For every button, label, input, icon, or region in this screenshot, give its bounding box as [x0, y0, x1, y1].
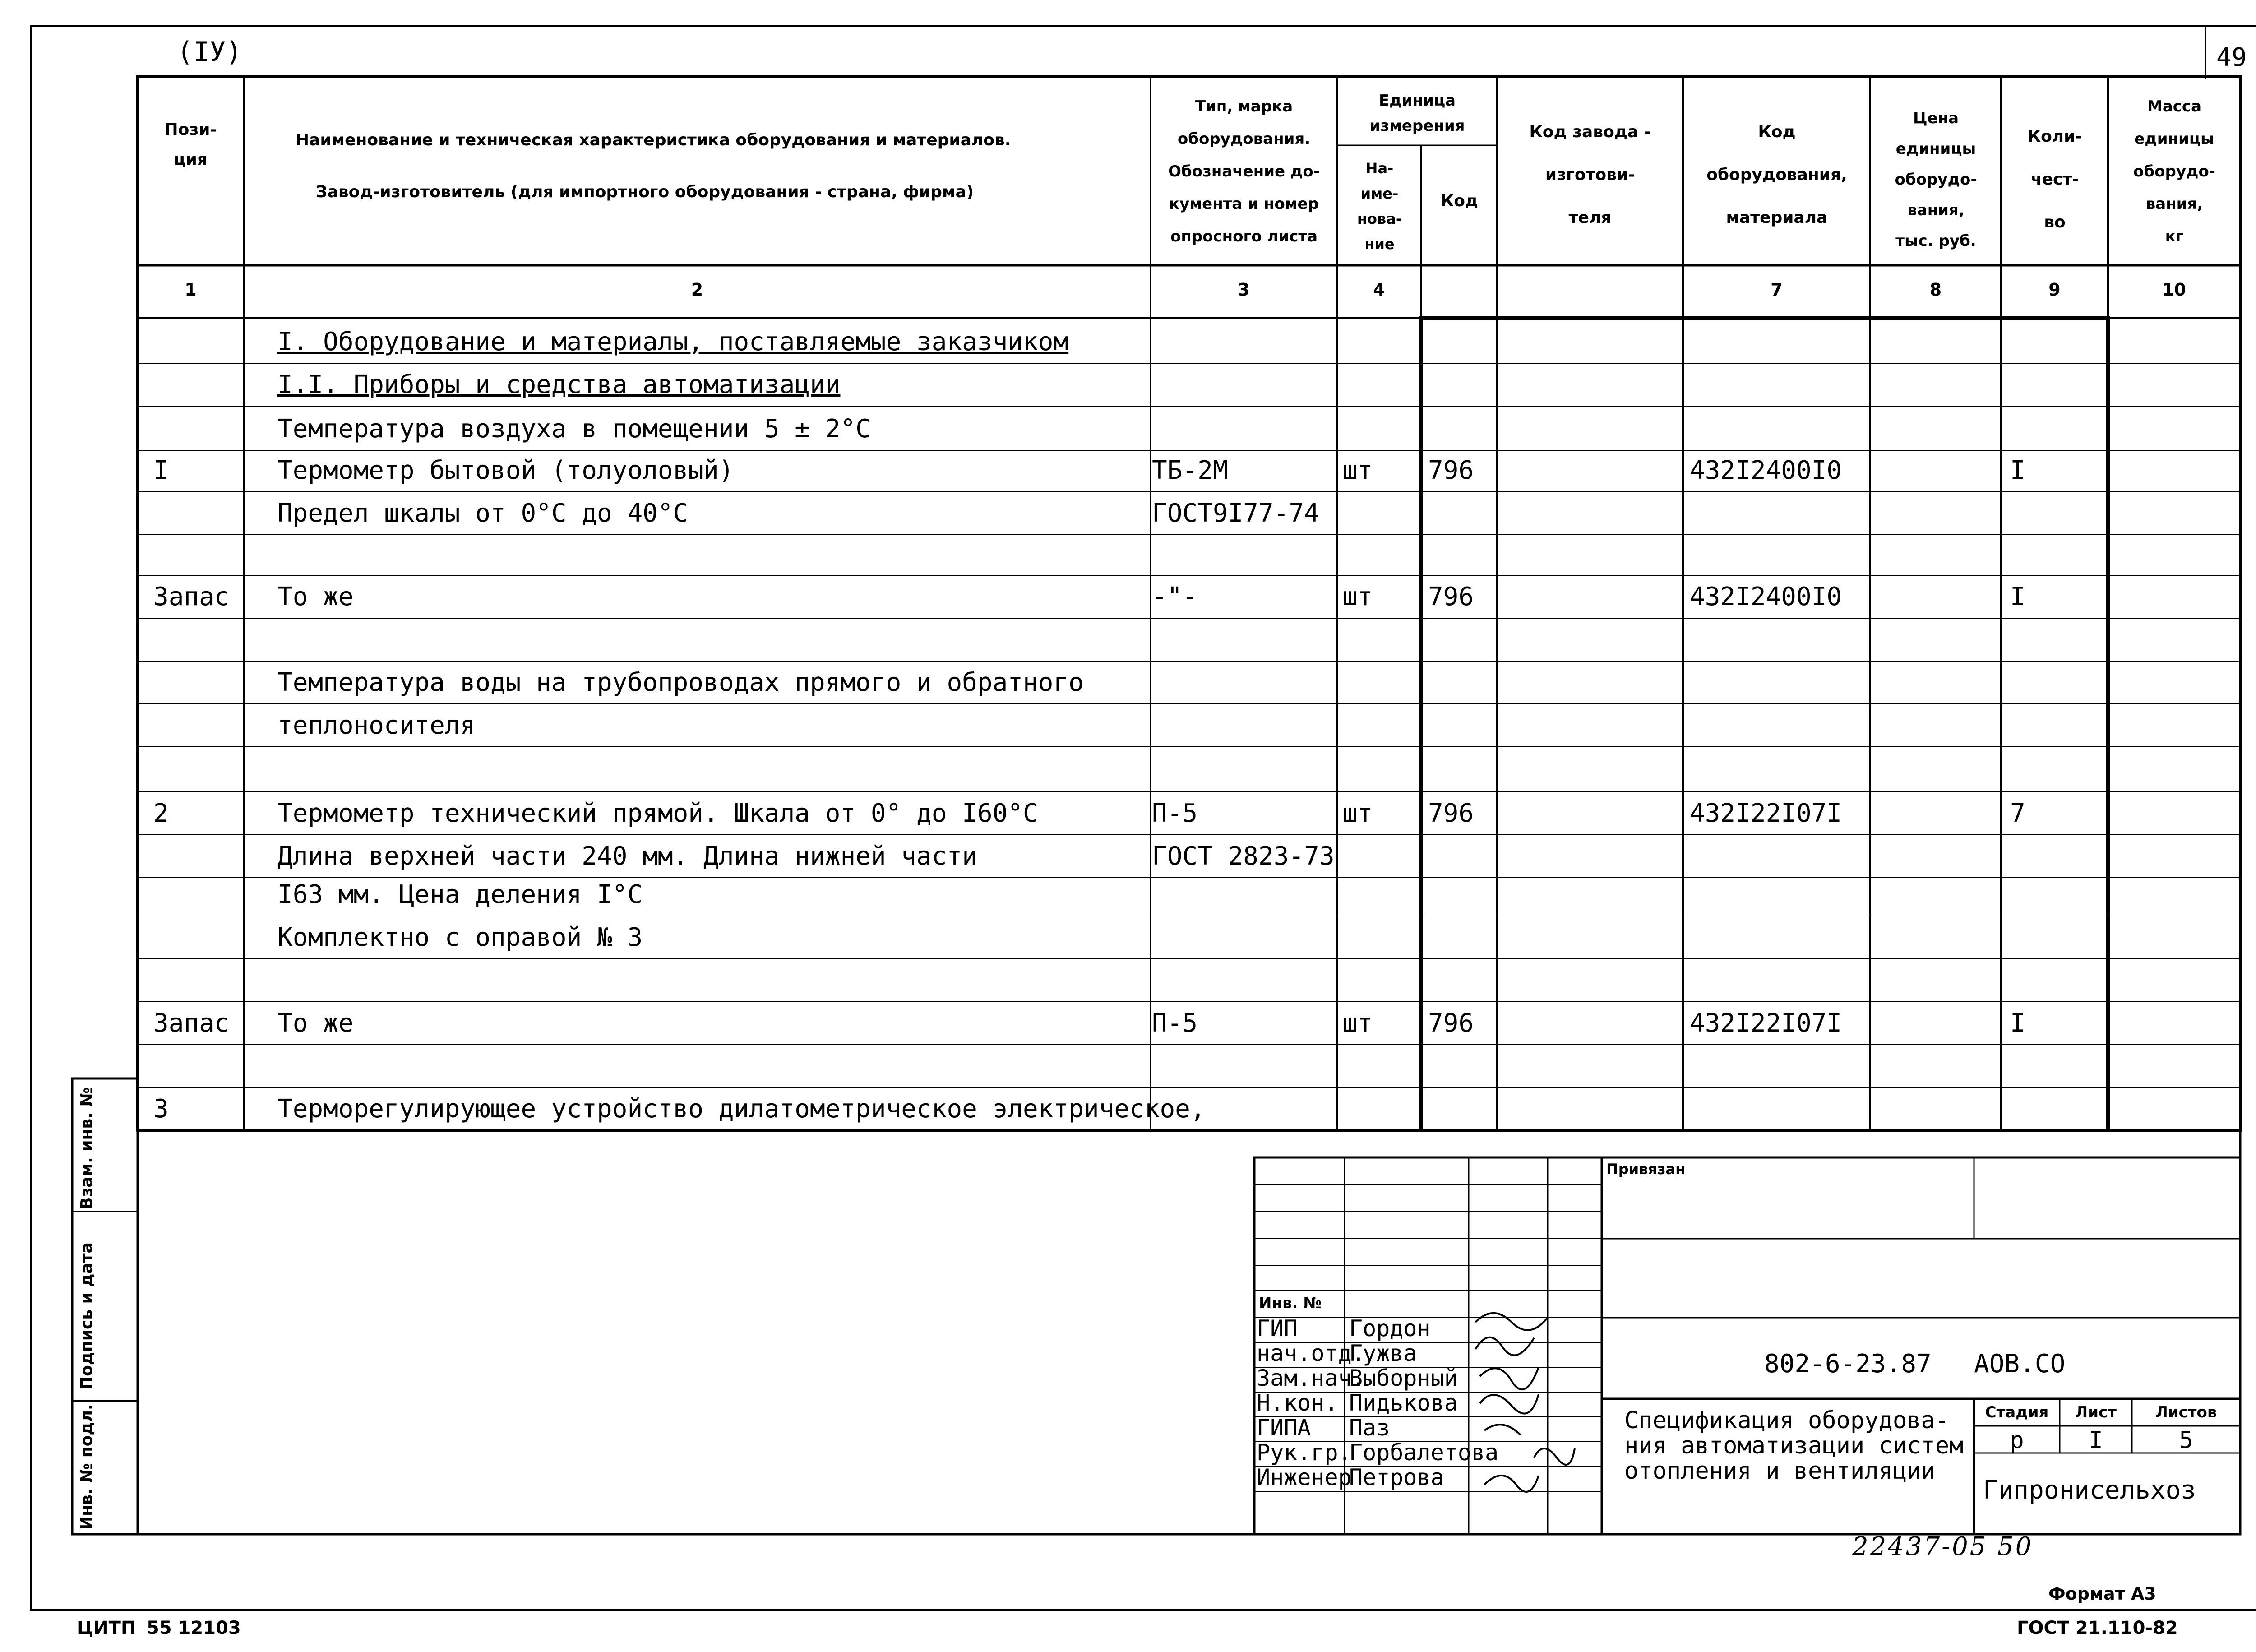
stage-value: р [2010, 1427, 2024, 1454]
row-name: То же [277, 582, 354, 611]
header-col4-line: На- [1365, 160, 1394, 177]
signer-name: Горбалетова [1349, 1439, 1499, 1466]
header-col9-line: во [2044, 213, 2066, 231]
doc-title-line: Спецификация оборудова- [1624, 1407, 1950, 1434]
header-col10-line: вания, [2145, 195, 2203, 213]
stage-label: Стадия [1985, 1403, 2049, 1421]
sheet-label: Лист [2075, 1403, 2117, 1421]
header-col8-line: единицы [1895, 140, 1976, 158]
header-col8-line: Цена [1913, 109, 1959, 127]
format-label: Формат А3 [2048, 1584, 2156, 1604]
signer-role: нач.отд. [1257, 1340, 1365, 1366]
row-type: ТБ-2М [1152, 456, 1228, 485]
row-type: П-5 [1152, 799, 1198, 828]
signer-role: ГИПА [1257, 1415, 1311, 1441]
row-name: Температура воды на трубопроводах прямого и обратного [277, 668, 1084, 697]
row-equipment-code: 432I2400I0 [1690, 456, 1842, 485]
side-signature-date: Подпись и дата [78, 1242, 96, 1390]
row-quantity: I [2010, 456, 2025, 485]
header-col8-line: вания, [1907, 201, 1965, 219]
row-name: Температура воздуха в помещении 5 ± 2°C [277, 414, 871, 444]
header-col6-line: Код завода - [1529, 123, 1651, 141]
header-col3-line: опросного листа [1170, 227, 1318, 245]
signer-name: Выборный [1349, 1365, 1458, 1391]
header-col10 [2109, 90, 2240, 253]
header-col10-line: оборудо- [2133, 162, 2215, 180]
colnum-3: 3 [1238, 280, 1250, 300]
row-name: I. Оборудование и материалы, поставляемые заказчиком [277, 327, 1069, 356]
row-quantity: I [2010, 582, 2025, 611]
row-type: ГОСТ 2823-73 [1152, 842, 1335, 871]
row-name: Длина верхней части 240 мм. Длина нижней части [277, 842, 977, 871]
row-type: ГОСТ9I77-74 [1152, 499, 1319, 528]
page-number: 49 [2216, 43, 2247, 72]
colnum-9: 9 [2048, 280, 2061, 300]
row-name: Терморегулирующее устройство дилатометрическое электрическое, [277, 1094, 1206, 1124]
section-mark: (IУ) [177, 36, 242, 68]
header-col10-line: единицы [2134, 130, 2214, 148]
row-position: Запас [153, 1009, 230, 1038]
handwritten-number: 22437-05 50 [1852, 1532, 2034, 1561]
signer-name: Гордон [1349, 1315, 1431, 1342]
gost-label: ГОСТ 21.110-82 [2017, 1618, 2178, 1638]
header-col9-line: Коли- [2027, 127, 2082, 146]
doc-title-line: отопления и вентиляции [1624, 1458, 1935, 1485]
header-col2-line1: Наименование и техническая характеристика оборудования и материалов. [296, 131, 1011, 149]
header-col8 [1871, 103, 2001, 256]
signer-name: Петрова [1349, 1464, 1444, 1490]
row-equipment-code: 432I2400I0 [1690, 582, 1842, 611]
header-col10-line: Масса [2147, 97, 2202, 116]
colnum-10: 10 [2162, 280, 2186, 300]
row-unit-code: 796 [1428, 582, 1474, 611]
row-unit: шт [1342, 1009, 1373, 1038]
row-name: Комплектно с оправой № 3 [277, 923, 643, 952]
header-col7-line: Код [1758, 123, 1796, 141]
header-col10-line: кг [2165, 227, 2184, 245]
header-unit-group-line: Единица [1379, 92, 1456, 110]
sheet-value: I [2089, 1427, 2103, 1454]
inv-no-label: Инв. № [1259, 1294, 1322, 1312]
signer-name: Пидькова [1349, 1390, 1458, 1416]
header-col4-line: ние [1364, 236, 1395, 253]
left-code: ЦИТП [77, 1618, 136, 1638]
colnum-7: 7 [1771, 280, 1783, 300]
row-position: I [153, 456, 169, 485]
row-name: теплоносителя [277, 711, 476, 740]
row-quantity: 7 [2010, 799, 2025, 828]
row-name: I.I. Приборы и средства автоматизации [277, 370, 841, 399]
row-unit: шт [1342, 799, 1373, 828]
row-equipment-code: 432I22I07I [1690, 1009, 1842, 1038]
row-name: Термометр технический прямой. Шкала от 0° до I60°C [277, 799, 1038, 828]
colnum-2: 2 [691, 280, 703, 300]
header-unit-group-line: измерения [1369, 117, 1465, 135]
row-position: 2 [153, 799, 169, 828]
header-col7-line: материала [1726, 208, 1828, 227]
header-col3-line: кумента и номер [1169, 195, 1319, 213]
header-col9 [2002, 115, 2108, 244]
header-col6-line: теля [1568, 208, 1612, 227]
doc-code: АОВ.СО [1974, 1349, 2066, 1379]
row-quantity: I [2010, 1009, 2025, 1038]
left-number: 55 12103 [147, 1618, 241, 1638]
row-unit: шт [1342, 582, 1373, 611]
doc-number: 802-6-23.87 [1764, 1349, 1932, 1379]
row-unit: шт [1342, 456, 1373, 485]
signer-role: Инженер [1257, 1464, 1352, 1490]
signer-role: Зам.нач. [1257, 1365, 1365, 1391]
sheets-label: Листов [2155, 1403, 2217, 1421]
doc-title-line: ния автоматизации систем [1624, 1432, 1964, 1459]
header-col1-line: Пози- [164, 120, 217, 139]
header-col8-line: тыс. руб. [1895, 232, 1976, 250]
signer-name: Гужва [1349, 1340, 1417, 1366]
header-col8-line: оборудо- [1895, 171, 1977, 189]
signer-role: Н.кон. [1257, 1390, 1338, 1416]
header-col4 [1338, 156, 1421, 257]
colnum-4: 4 [1373, 280, 1385, 300]
signer-role: ГИП [1257, 1315, 1298, 1342]
row-type: -"- [1152, 582, 1198, 611]
colnum-1: 1 [185, 280, 197, 300]
header-col5: Код [1440, 192, 1479, 210]
privyazan-label: Привязан [1606, 1161, 1686, 1178]
header-col2-line2: Завод-изготовитель (для импортного оборудования - страна, фирма) [316, 183, 974, 201]
organization: Гипронисельхоз [1983, 1476, 2196, 1505]
header-col7-line: оборудования, [1706, 166, 1847, 184]
row-name: I63 мм. Цена деления I°C [277, 880, 643, 909]
header-col3 [1151, 90, 1336, 253]
header-col1-line: ция [173, 150, 208, 169]
colnum-8: 8 [1929, 280, 1942, 300]
row-name: Термометр бытовой (толуоловый) [277, 456, 734, 485]
header-col6-line: изготови- [1545, 166, 1635, 184]
row-equipment-code: 432I22I07I [1690, 799, 1842, 828]
row-type: П-5 [1152, 1009, 1198, 1038]
sheets-value: 5 [2179, 1427, 2193, 1454]
header-unit-group [1338, 88, 1497, 139]
header-col7 [1684, 111, 1870, 239]
row-position: 3 [153, 1094, 169, 1124]
header-col1 [140, 115, 241, 175]
row-unit-code: 796 [1428, 799, 1474, 828]
signer-role: Рук.гр. [1257, 1439, 1352, 1466]
header-col3-line: Тип, марка [1195, 97, 1293, 116]
row-name: То же [277, 1009, 354, 1038]
header-col3-line: Обозначение до- [1168, 162, 1320, 180]
row-name: Предел шкалы от 0°C до 40°C [277, 499, 689, 528]
header-col3-line: оборудования. [1177, 130, 1311, 148]
row-unit-code: 796 [1428, 1009, 1474, 1038]
header-col6 [1498, 111, 1682, 239]
header-col4-line: нова- [1357, 210, 1402, 227]
row-unit-code: 796 [1428, 456, 1474, 485]
side-inv-podl: Инв. № подл. [78, 1404, 96, 1530]
doc-title [1624, 1408, 1963, 1484]
signer-name: Паз [1349, 1415, 1390, 1441]
header-col4-line: име- [1360, 185, 1399, 202]
row-position: Запас [153, 582, 230, 611]
header-col9-line: чест- [2030, 170, 2079, 189]
side-inv-vzam: Взам. инв. № [78, 1087, 96, 1209]
